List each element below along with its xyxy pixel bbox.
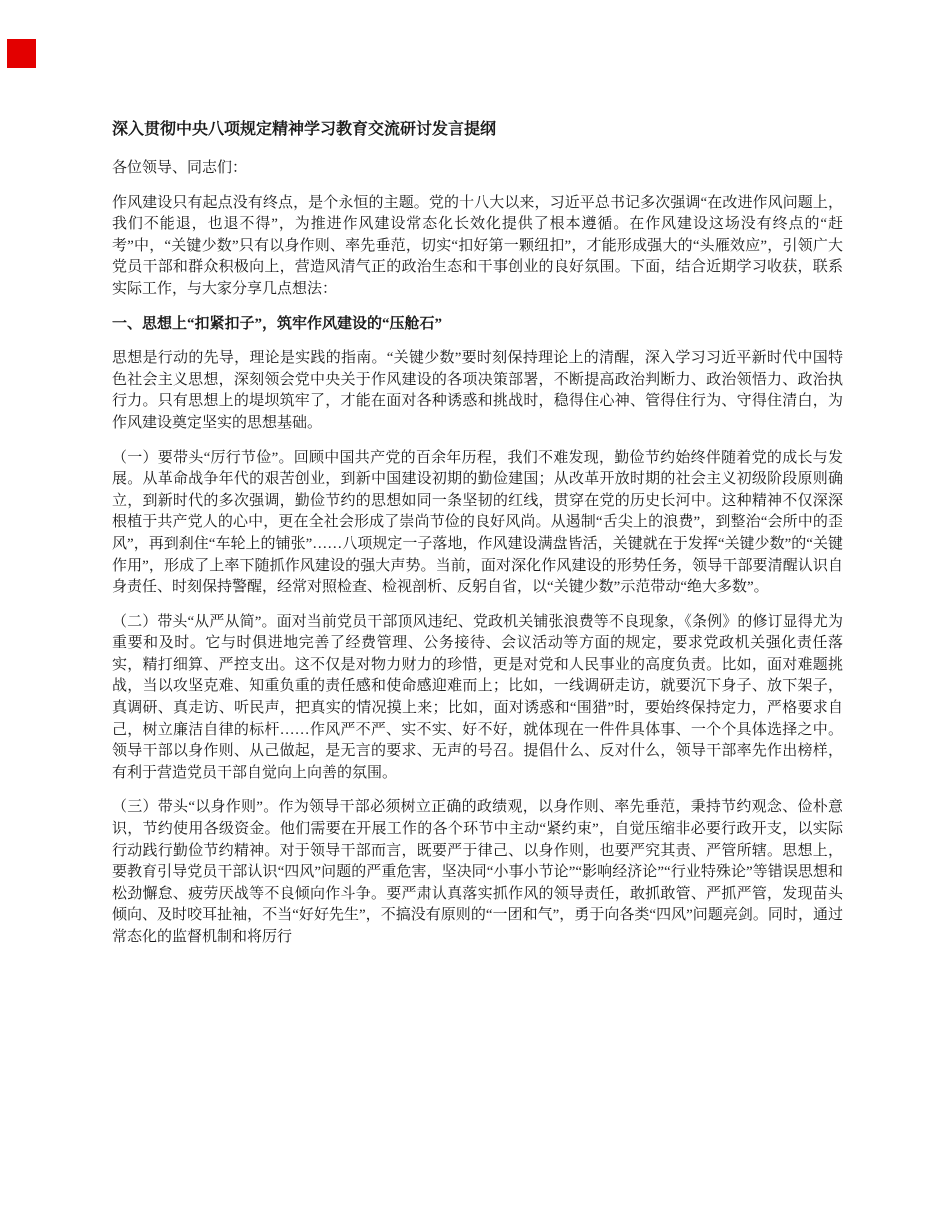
section-1-item-2-paragraph: （二）带头“从严从简”。面对当前党员干部顶风违纪、党政机关铺张浪费等不良现象，《条例》的修订显得尤为重要和及时。它与时俱进地完善了经费管理、公务接待、会议活动等方面的规定，要求党政机关强化责任落实，精打细算、严控支出。这不仅是对物力财力的珍惜，更是对党和人民事业的高度负责。比如，面对难题挑战，当以攻坚克难、知重负重的责任感和使命感迎难而上；比如，一线调研走访，就要沉下身子、放下架子，真调研、真走访、听民声，把真实的情况摸上来；比如，面对诱惑和“围猎”时，要始终保持定力，严格要求自己，树立廉洁自律的标杆……作风严不严、实不实、好不好，就体现在一件件具体事、一个个具体选择之中。领导干部以身作则、从己做起，是无言的要求、无声的号召。提倡什么、反对什么，领导干部率先作出榜样，有利于营造党员干部自觉向上向善的氛围。 xyxy=(112,613,843,781)
section-1-lead-paragraph: 思想是行动的先导，理论是实践的指南。“关键少数”要时刻保持理论上的清醒，深入学习习近平新时代中国特色社会主义思想，深刻领会党中央关于作风建设的各项决策部署，不断提高政治判断力、政治领悟力、政治执行力。只有思想上的堤坝筑牢了，才能在面对各种诱惑和挑战时，稳得住心神、管得住行为、守得住清白，为作风建设奠定坚实的思想基础。 xyxy=(112,350,843,431)
document-page xyxy=(112,118,843,962)
document-title: 深入贯彻中央八项规定精神学习教育交流研讨发言提纲 xyxy=(112,121,497,138)
section-1-heading: 一、思想上“扣紧扣子”，筑牢作风建设的“压舱石” xyxy=(112,315,443,332)
intro-paragraph: 作风建设只有起点没有终点，是个永恒的主题。党的十八大以来，习近平总书记多次强调“在改进作风问题上，我们不能退，也退不得”，为推进作风建设常态化长效化提供了根本遵循。在作风建设这场没有终点的“赶考”中，“关键少数”只有以身作则、率先垂范，切实“扣好第一颗纽扣”，才能形成强大的“头雁效应”，引领广大党员干部和群众积极向上，营造风清气正的政治生态和干事创业的良好氛围。下面，结合近期学习收获，联系实际工作，与大家分享几点想法： xyxy=(112,194,843,297)
site-logo-red-square-icon xyxy=(7,39,36,68)
greeting-line: 各位领导、同志们： xyxy=(112,160,248,176)
section-1-item-1-paragraph: （一）要带头“厉行节俭”。回顾中国共产党的百余年历程，我们不难发现，勤俭节约始终伴随着党的成长与发展。从革命战争年代的艰苦创业，到新中国建设初期的勤俭建国；从改革开放时期的社会主义初级阶段原则确立，到新时代的多次强调，勤俭节约的思想如同一条坚韧的红线，贯穿在党的历史长河中。这种精神不仅深深根植于共产党人的心中，更在全社会形成了崇尚节俭的良好风尚。从遏制“舌尖上的浪费”，到整治“会所中的歪风”，再到刹住“车轮上的铺张”……八项规定一子落地，作风建设满盘皆活，关键就在于发挥“关键少数”的“关键作用”，形成了上率下随抓作风建设的强大声势。当前，面对深化作风建设的形势任务，领导干部要清醒认识自身责任、时刻保持警醒，经常对照检查、检视剖析、反躬自省，以“关键少数”示范带动“绝大多数”。 xyxy=(112,449,843,596)
section-1-item-3-paragraph: （三）带头“以身作则”。作为领导干部必须树立正确的政绩观，以身作则、率先垂范，秉持节约观念、俭朴意识，节约使用各级资金。他们需要在开展工作的各个环节中主动“紧约束”，自觉压缩非必要行政开支，以实际行动践行勤俭节约精神。对于领导干部而言，既要严于律己、以身作则，也要严究其责、严管所辖。思想上，要教育引导党员干部认识“四风”问题的严重危害，坚决同“小事小节论”“影响经济论”“行业特殊论”等错误思想和松劲懈怠、疲劳厌战等不良倾向作斗争。要严肃认真落实抓作风的领导责任，敢抓敢管、严抓严管，发现苗头倾向、及时咬耳扯袖，不当“好好先生”，不搞没有原则的“一团和气”，勇于向各类“四风”问题亮剑。同时，通过常态化的监督机制和将厉行 xyxy=(112,799,843,945)
